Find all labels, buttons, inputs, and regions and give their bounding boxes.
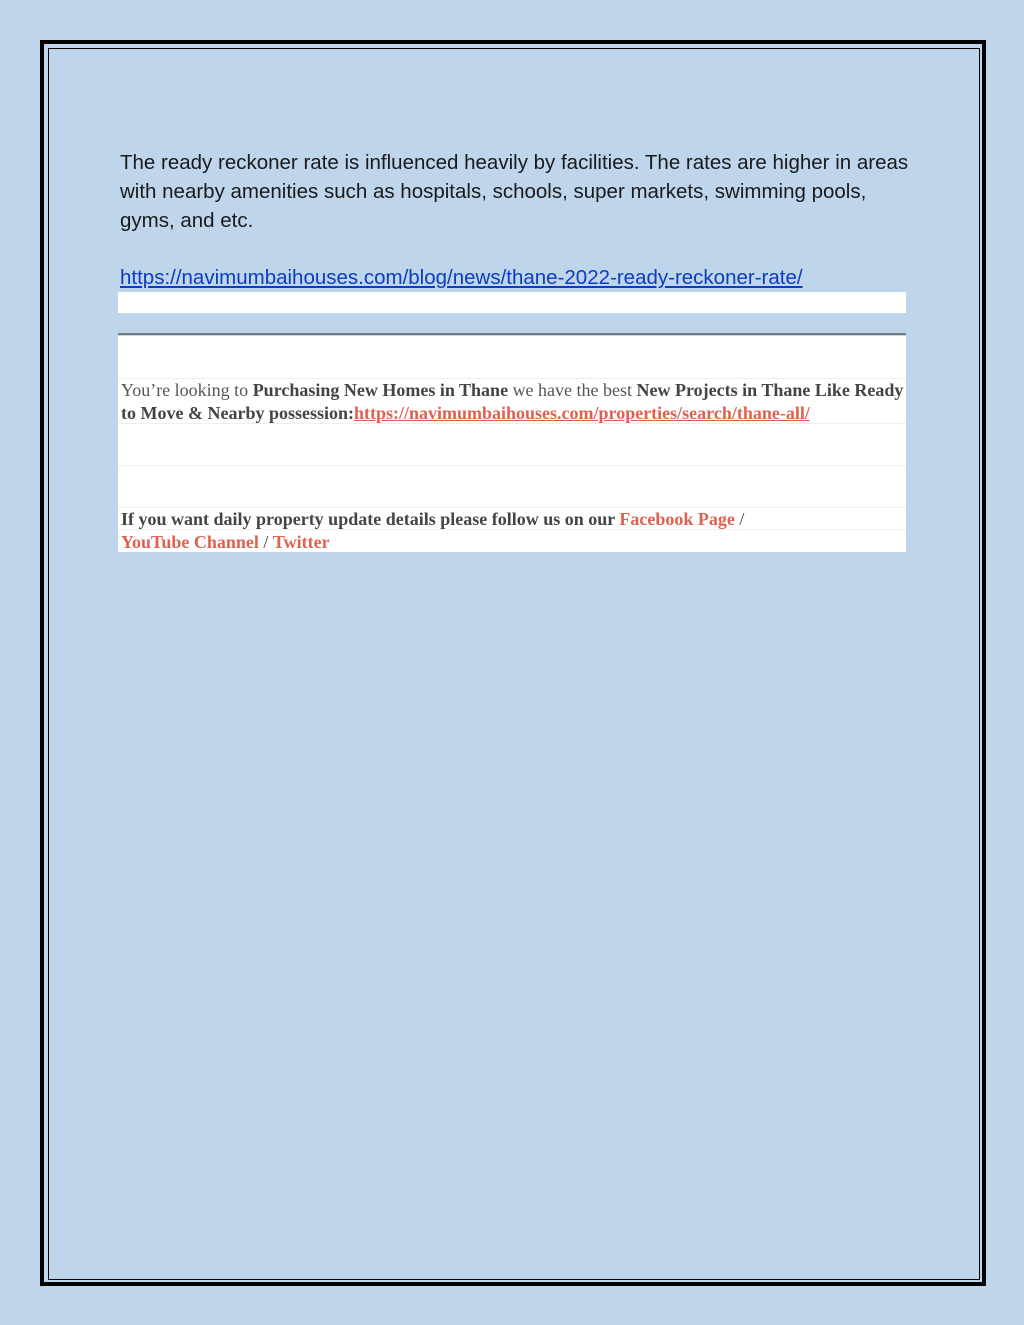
youtube-link[interactable]: YouTube Channel: [121, 531, 259, 552]
separator: /: [734, 509, 745, 529]
promo-paragraph: [121, 379, 907, 424]
promo-bold-2: New Projects in Thane Like Ready to Move & Nearby possession:: [121, 380, 904, 423]
promo-bold-1: Purchasing New Homes in Thane: [252, 380, 509, 400]
panel-rule: [118, 465, 906, 466]
divider: [118, 333, 906, 335]
intro-paragraph: The ready reckoner rate is influenced heavily by facilities. The rates are higher in areas with nearby amenities such as hospitals, schools, super markets, swimming pools, gyms, and etc.: [120, 151, 909, 232]
properties-link[interactable]: https://navimumbaihouses.com/properties/search/thane-all/: [353, 402, 810, 423]
promo-text-2: we have the best: [508, 380, 637, 400]
twitter-link[interactable]: Twitter: [272, 531, 330, 552]
separator: /: [258, 531, 273, 552]
promo-text-1: You’re looking to: [121, 380, 253, 400]
follow-text: If you want daily property update details please follow us on our: [121, 509, 620, 529]
blog-link[interactable]: https://navimumbaihouses.com/blog/news/thane-2022-ready-reckoner-rate/: [120, 266, 803, 289]
follow-paragraph: [121, 508, 761, 553]
link-strip: [118, 292, 906, 313]
facebook-link[interactable]: Facebook Page: [619, 509, 735, 529]
